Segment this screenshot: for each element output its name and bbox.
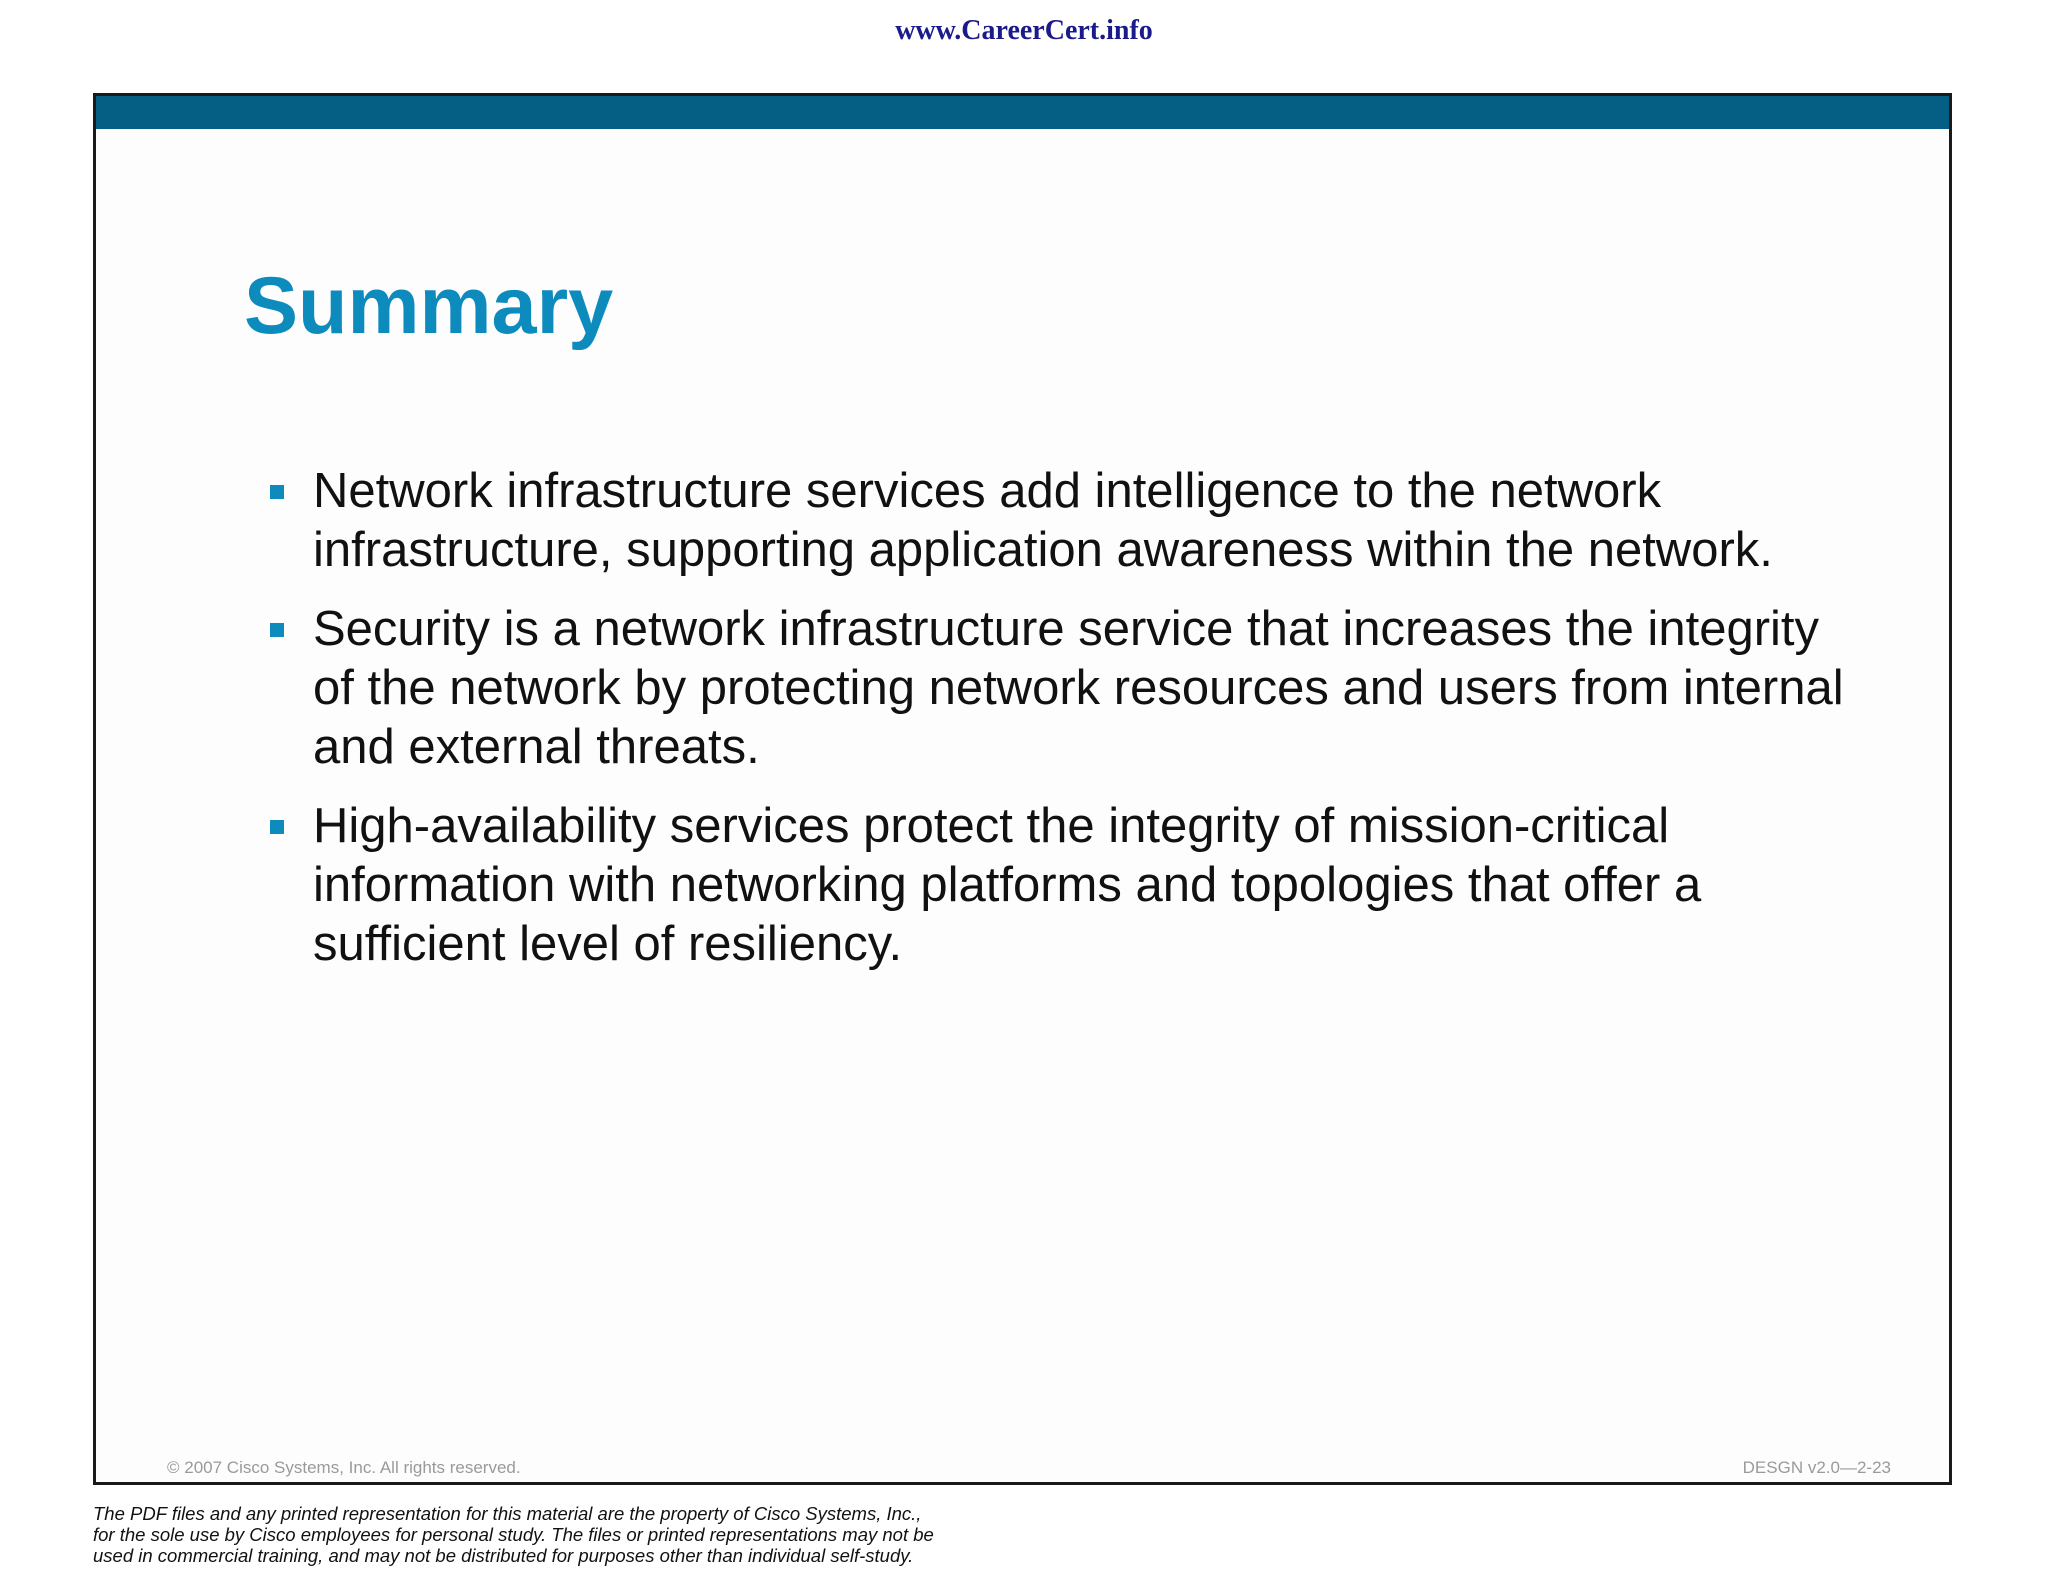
- bullet-text: Security is a network infrastructure service that increases the integrity of the network by protecting network resources and users from internal and external threats.: [313, 602, 1844, 774]
- bullet-text: Network infrastructure services add intelligence to the network infrastructure, supporting application awareness within the network.: [313, 464, 1773, 577]
- course-code: DESGN v2.0—2-23: [1742, 1458, 1891, 1477]
- bullet-item: [270, 462, 1870, 580]
- square-bullet-icon: [270, 485, 284, 499]
- site-url-header: www.CareerCert.info: [895, 15, 1153, 46]
- disclaimer-line: The PDF files and any printed representation for this material are the property of Cisco Systems, Inc.,: [93, 1503, 922, 1524]
- copyright-notice: © 2007 Cisco Systems, Inc. All rights reserved.: [167, 1458, 521, 1477]
- slide-top-band: [96, 96, 1949, 129]
- disclaimer-line: used in commercial training, and may not be distributed for purposes other than individual self-study.: [93, 1545, 914, 1566]
- bullet-item: [270, 600, 1870, 777]
- disclaimer-line: for the sole use by Cisco employees for personal study. The files or printed representations may not be: [93, 1524, 934, 1545]
- disclaimer: [93, 1503, 1193, 1566]
- slide-title: Summary: [244, 261, 614, 351]
- bullet-list: [270, 462, 1870, 994]
- slide-frame: [93, 93, 1952, 1485]
- bullet-text: High-availability services protect the integrity of mission-critical information with networking platforms and topologies that offer a sufficient level of resiliency.: [313, 799, 1702, 971]
- square-bullet-icon: [270, 820, 284, 834]
- bullet-item: [270, 797, 1870, 974]
- square-bullet-icon: [270, 623, 284, 637]
